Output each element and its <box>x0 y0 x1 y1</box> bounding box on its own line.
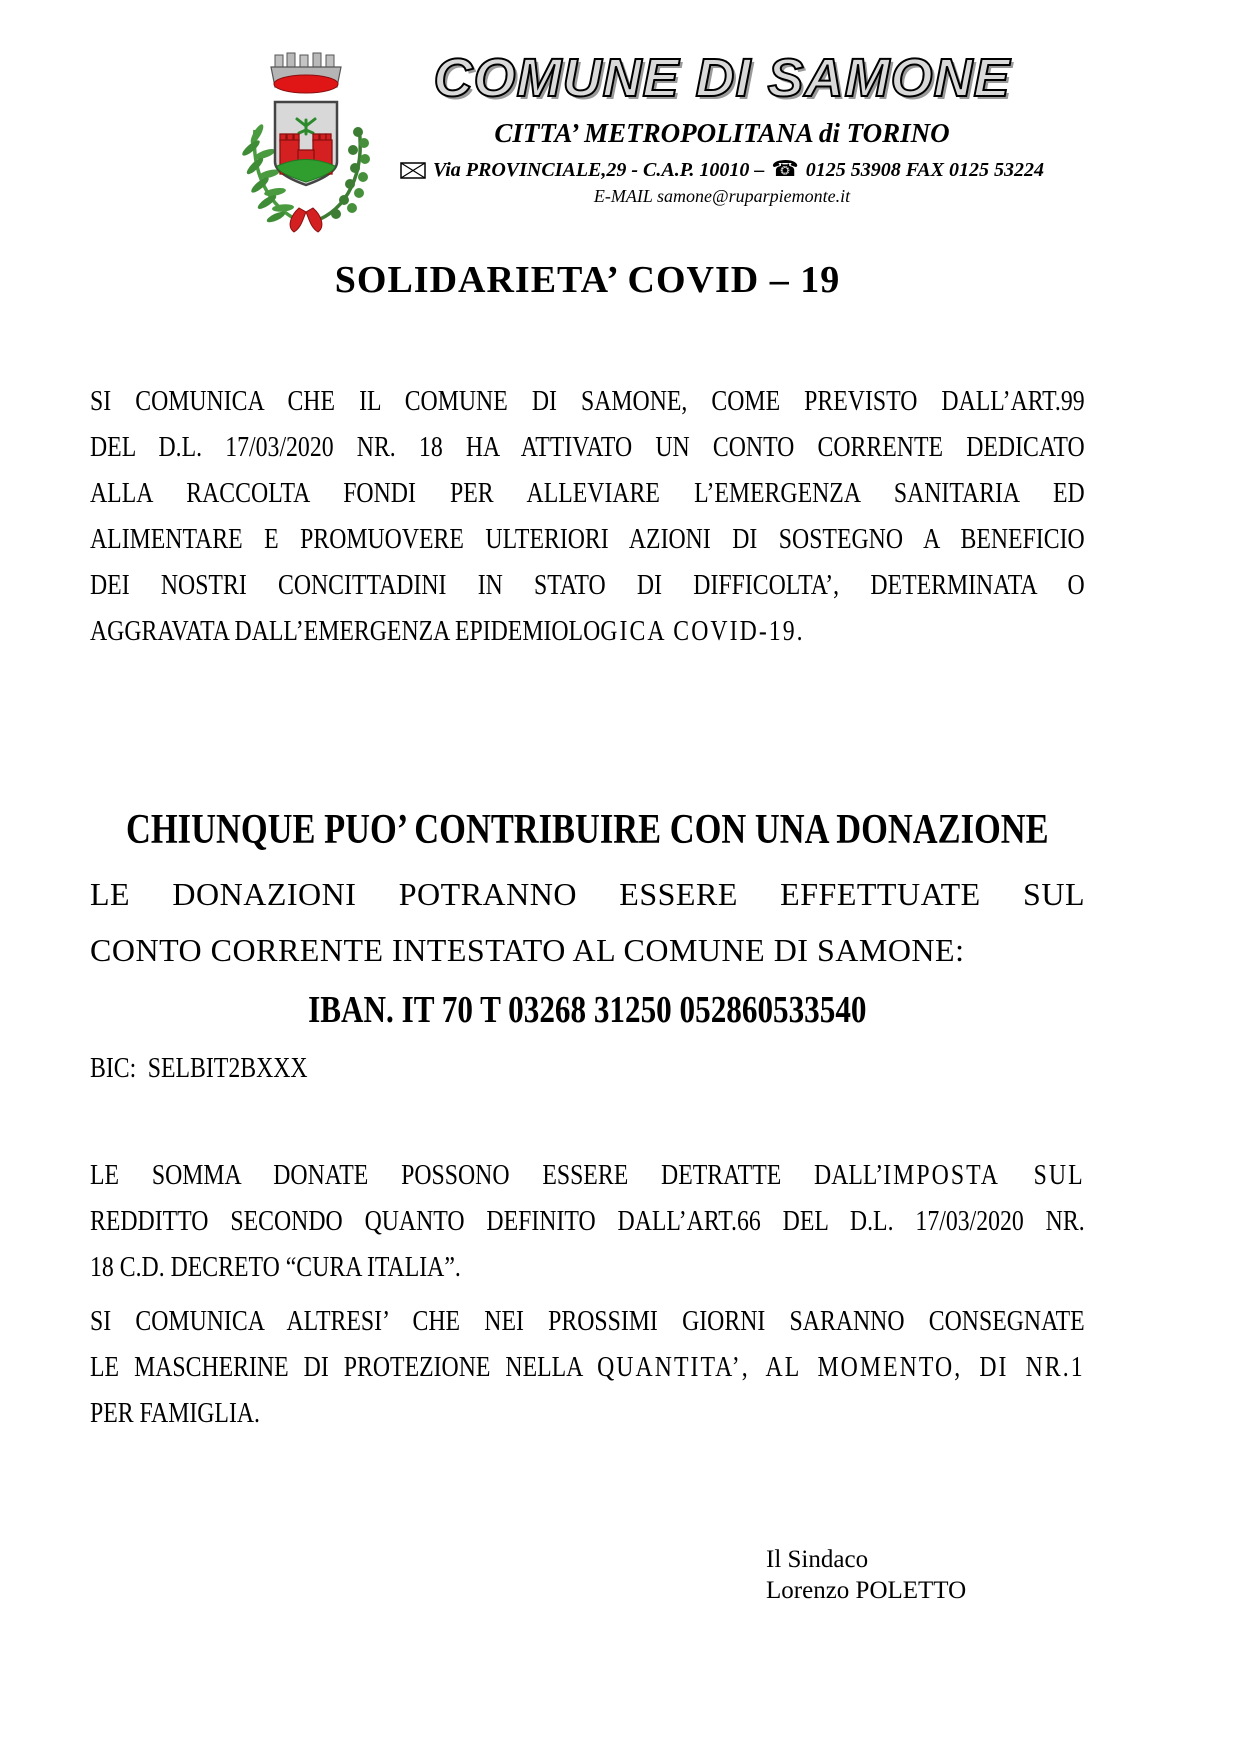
text-segment: ALLA RACCOLTA FONDI PER ALLEVIARE L’EMERGENZA SANITARIA ED <box>90 477 1085 509</box>
document-body <box>90 378 1085 1606</box>
signature-role: Il Sindaco <box>766 1546 869 1573</box>
phone-icon: ☎ <box>771 157 799 182</box>
text-segment: QUANTITA’, AL MOMENTO, DI NR.1 <box>597 1351 1085 1383</box>
paragraph-masks <box>90 1298 1085 1436</box>
shield-icon <box>275 102 337 185</box>
document-title: SOLIDARIETA’ COVID – 19 <box>334 259 841 301</box>
comune-samone-crest <box>213 42 398 234</box>
phone-fax-text: 0125 53908 FAX 0125 53224 <box>805 159 1044 181</box>
bic-wrap <box>90 1048 1085 1088</box>
text-line <box>90 922 1085 978</box>
text-segment: DEL D.L. 17/03/2020 NR. 18 HA ATTIVATO UN CONTO CORRENTE DEDICATO <box>90 431 1085 463</box>
text-segment: PER FAMIGLIA. <box>90 1397 260 1429</box>
text-segment: LE DONAZIONI POTRANNO ESSERE EFFETTUATE SUL <box>90 876 1085 912</box>
text-line <box>90 1152 1085 1198</box>
text-line <box>90 562 1085 608</box>
text-segment: IMPOSTA SUL <box>883 1159 1085 1191</box>
text-segment: AGGRAVATA DALL’EMERGENZA EPIDEMIOLO <box>90 615 601 647</box>
address-text: Via PROVINCIALE,29 - C.A.P. 10010 – <box>433 159 765 181</box>
text-line <box>90 1298 1085 1344</box>
text-segment: DEI NOSTRI CONCITTADINI IN STATO DI DIFFICOLTA’, DETERMINATA O <box>90 569 1085 601</box>
iban-wrap <box>90 988 1085 1032</box>
org-subtitle: CITTA’ METROPOLITANA di TORINO <box>494 118 950 148</box>
signature-name: Lorenzo POLETTO <box>766 1577 967 1604</box>
iban-line: IBAN. IT 70 T 03268 31250 052860533540 <box>308 989 867 1031</box>
text-segment: GICA COVID-19. <box>600 615 805 647</box>
donation-heading: CHIUNQUE PUO’ CONTRIBUIRE CON UNA DONAZIONE <box>126 807 1049 853</box>
envelope-icon <box>400 162 426 179</box>
org-name: COMUNE DI SAMONE <box>433 48 1011 108</box>
bic-value: SELBIT2BXXX <box>147 1052 308 1084</box>
paragraph-donations <box>90 866 1085 978</box>
text-line <box>90 516 1085 562</box>
paragraph-tax-deduction <box>90 1152 1085 1290</box>
address-line <box>392 158 1052 182</box>
text-segment: LE MASCHERINE DI PROTEZIONE NELLA <box>90 1351 598 1383</box>
paragraph-announcement <box>90 378 1085 654</box>
text-line <box>90 1244 1085 1290</box>
bic-label: BIC: <box>90 1052 137 1084</box>
text-line <box>90 1198 1085 1244</box>
ribbon-icon <box>290 208 322 232</box>
masthead <box>392 48 1052 207</box>
text-line <box>90 608 1085 654</box>
text-line <box>90 866 1085 922</box>
text-segment: SI COMUNICA CHE IL COMUNE DI SAMONE, COME PREVISTO DALL’ART.99 <box>90 385 1085 417</box>
text-segment: LE SOMMA DONATE POSSONO ESSERE DETRATTE DALL’ <box>90 1159 884 1191</box>
text-line <box>90 1390 1085 1436</box>
donation-heading-wrap <box>90 808 1085 852</box>
text-line <box>90 378 1085 424</box>
mural-crown-icon <box>271 53 341 93</box>
text-segment: REDDITTO SECONDO QUANTO DEFINITO DALL’ART.66 DEL D.L. 17/03/2020 NR. <box>90 1205 1085 1237</box>
text-segment: CONTO CORRENTE INTESTATO AL COMUNE DI SAMONE: <box>90 932 965 968</box>
signature-block <box>766 1544 1085 1606</box>
text-line <box>90 1344 1085 1390</box>
text-line <box>90 424 1085 470</box>
text-line <box>90 470 1085 516</box>
bic-line <box>90 1048 1085 1088</box>
text-segment: 18 C.D. DECRETO “CURA ITALIA”. <box>90 1251 461 1283</box>
email-line: E-MAIL samone@ruparpiemonte.it <box>593 186 851 206</box>
text-segment: SI COMUNICA ALTRESI’ CHE NEI PROSSIMI GIORNI SARANNO CONSEGNATE <box>90 1305 1085 1337</box>
text-segment: ALIMENTARE E PROMUOVERE ULTERIORI AZIONI DI SOSTEGNO A BENEFICIO <box>90 523 1085 555</box>
